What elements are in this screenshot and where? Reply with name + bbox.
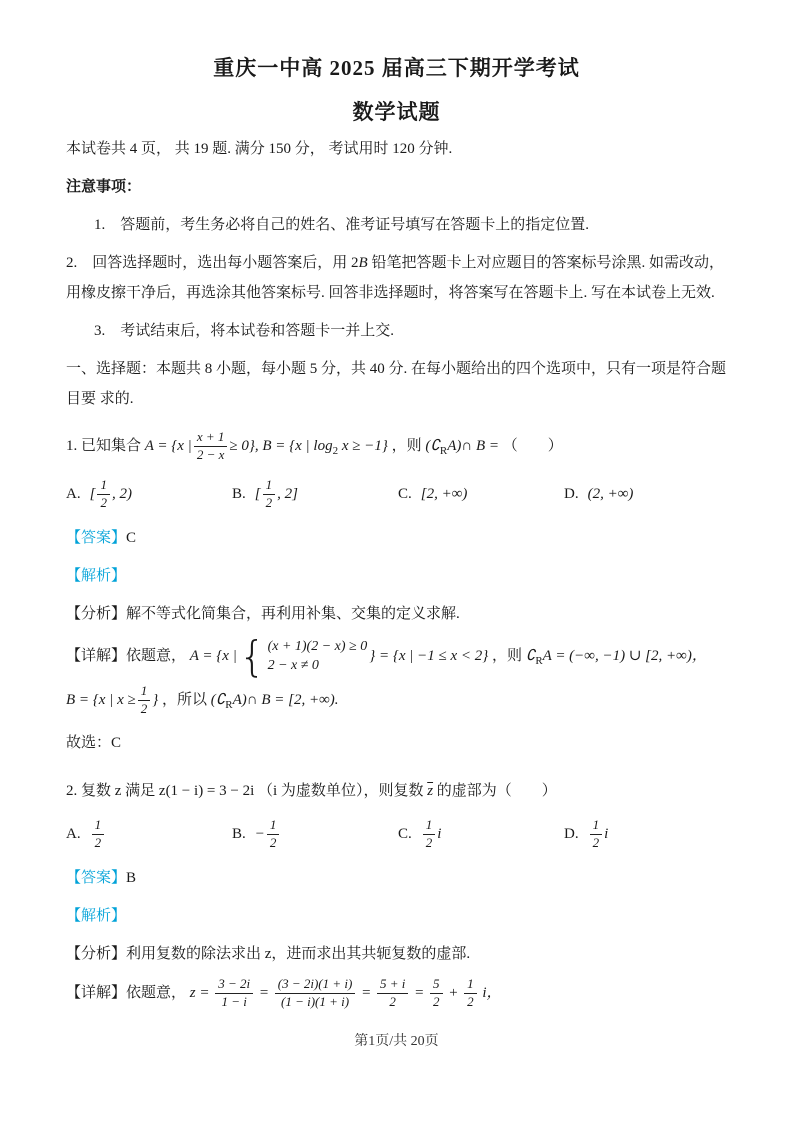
question-2-options xyxy=(66,818,727,851)
fraction xyxy=(267,818,280,851)
q1-xj-text2: ，则 xyxy=(492,647,523,664)
equals-sign: = xyxy=(414,984,425,1001)
option-post: i xyxy=(437,825,442,842)
option-label: A. xyxy=(66,485,81,502)
q1-xj-setA-pre: A = {x | xyxy=(189,647,237,664)
answer-value: B xyxy=(126,869,137,886)
option-pre: [ xyxy=(254,485,261,502)
z-conjugate-symbol: $\overline{z}$ xyxy=(427,782,434,799)
fraction xyxy=(430,977,443,1010)
fraction-numerator: 5 + i xyxy=(377,977,408,994)
q1-lead-text: 1. 已知集合 xyxy=(66,437,142,454)
notice-2-part2: 铅笔把答题卡上对应题目的答案标号涂黑. 如需改动，用橡皮擦干净后，再选涂其他答案标号. 回答非选择题时，将答案写在答题卡上. 写在本试卷上无效. xyxy=(66,255,724,301)
question-1-options xyxy=(66,478,727,511)
q1-fenxi-line xyxy=(66,599,727,629)
option-label: D. xyxy=(564,825,579,842)
option-post: , 2] xyxy=(277,485,298,502)
q1-setA-pre: A = {x | xyxy=(144,437,192,454)
q1-xj-final-expression xyxy=(210,691,339,711)
q1-xj-math1 xyxy=(189,631,489,681)
system-rows xyxy=(268,637,368,676)
fraction-denominator: 2 xyxy=(100,494,107,510)
exam-subtitle: 数学试题 xyxy=(352,100,441,124)
option-value xyxy=(90,818,107,851)
equation-system xyxy=(238,631,368,681)
q1-xiangjie-line1 xyxy=(66,631,727,681)
q1-answer-line xyxy=(66,523,727,553)
fenxi-label: 【分析】 xyxy=(66,605,127,622)
option-label: D. xyxy=(564,485,579,502)
section-one-header: 一、选择题：本题共 8 小题，每小题 5 分，共 40 分. 在每小题给出的四个选项中，只有一项是符合题目要 求的. xyxy=(66,361,727,407)
fraction-denominator: (1 − i)(1 + i) xyxy=(281,993,350,1009)
fraction-numerator: (3 − 2i)(1 + i) xyxy=(275,977,356,994)
fraction-denominator: 2 − x xyxy=(196,446,225,462)
q2-xj-text1: 依题意， xyxy=(126,984,187,1001)
notice-item-1: 1. 答题前，考生务必将自己的姓名、准考证号填写在答题卡上的指定位置. xyxy=(94,217,590,233)
fraction-denominator: 2 xyxy=(269,834,277,850)
fraction-numerator: 1 xyxy=(263,478,276,495)
option-pre: [ xyxy=(89,485,96,502)
fraction-denominator: 2 xyxy=(265,494,273,510)
option-value xyxy=(421,818,442,851)
q1-xj-text1: 依题意， xyxy=(126,647,187,664)
answer-value: C xyxy=(126,529,137,546)
fraction xyxy=(464,977,477,1010)
q2-option-a xyxy=(66,818,232,851)
option-value xyxy=(255,478,298,511)
answer-label: 【答案】 xyxy=(66,869,127,886)
q1-complement-pre: (∁ xyxy=(425,437,440,454)
system-row-2: 2 − x ≠ 0 xyxy=(267,658,319,674)
fraction-numerator: 1 xyxy=(138,684,151,701)
jiexi-label: 【解析】 xyxy=(66,567,127,584)
fraction-numerator: 1 xyxy=(267,818,280,835)
plus-sign: + xyxy=(448,984,459,1001)
q1-set-definitions xyxy=(144,429,388,462)
fraction-denominator: 2 xyxy=(425,834,433,850)
option-label: A. xyxy=(66,825,81,842)
exam-title: 重庆一中高 2025 届高三下期开学考试 xyxy=(213,56,580,80)
q2-xj-z-equals: z = xyxy=(189,984,210,1001)
q1-xj-setB-close: } xyxy=(152,691,159,708)
q1-option-d xyxy=(564,486,633,503)
fraction xyxy=(138,684,151,717)
fraction-denominator: 2 xyxy=(389,993,396,1009)
notice-item-2 xyxy=(66,248,727,308)
xiangjie-label: 【详解】 xyxy=(66,984,127,1001)
q1-then-text: ，则 xyxy=(391,437,422,454)
fraction-numerator: 1 xyxy=(464,977,477,994)
q1-log-base: 2 xyxy=(332,444,339,457)
q1-xj-complement-result xyxy=(525,647,707,667)
option-value xyxy=(255,818,282,851)
fraction xyxy=(275,977,356,1010)
q1-xj-setA-result: } = {x | −1 ≤ x < 2} xyxy=(369,647,489,664)
fraction-numerator: x + 1 xyxy=(194,430,228,447)
fraction-denominator: 2 xyxy=(433,993,440,1009)
fraction xyxy=(423,818,436,851)
q2-stem-text1: 2. 复数 z 满足 z(1 − i) = 3 − 2i （i 为虚数单位），则复数 xyxy=(66,782,428,799)
complement-result: A = (−∞, −1) ∪ [2, +∞)， xyxy=(542,647,707,664)
fraction xyxy=(377,977,408,1010)
fraction-denominator: 2 xyxy=(140,700,148,716)
fraction xyxy=(97,478,110,511)
jiexi-label: 【解析】 xyxy=(66,907,127,924)
notice-2-part1: 2. 回答选择题时，选出每小题答案后，用 2 xyxy=(66,255,359,271)
q1-setA-post: ≥ 0}, B = {x | log xyxy=(229,437,333,454)
fraction xyxy=(92,818,105,851)
q2-jiexi-line xyxy=(66,901,727,931)
q2-option-c xyxy=(398,818,564,851)
q2-fenxi-line xyxy=(66,939,727,969)
system-row-1: (x + 1)(2 − x) ≥ 0 xyxy=(267,638,368,654)
q2-xiangjie-line xyxy=(66,977,727,1010)
complement-symbol: ∁ xyxy=(525,647,536,664)
fenxi-text: 解不等式化简集合，再利用补集、交集的定义求解. xyxy=(126,605,460,622)
left-brace: { xyxy=(238,631,266,681)
option-label: B. xyxy=(232,485,246,502)
q1-xj-setB xyxy=(66,682,159,716)
final-post: A)∩ B = [2, +∞). xyxy=(232,691,339,708)
exam-intro: 本试卷共 4 页， 共 19 题. 满分 150 分， 考试用时 120 分钟. xyxy=(66,141,453,157)
q1-setB-post: x ≥ −1} xyxy=(338,437,388,454)
option-post: i xyxy=(604,825,609,842)
q1-target-expression xyxy=(425,437,500,457)
q1-option-a xyxy=(66,478,232,511)
xiangjie-label: 【详解】 xyxy=(66,647,127,664)
q2-stem-text2: 的虚部为（ ） xyxy=(433,782,557,799)
option-label: B. xyxy=(232,825,246,842)
q1-answer-blank: （ ） xyxy=(502,437,563,454)
fraction-numerator: 1 xyxy=(423,818,436,835)
q2-answer-line xyxy=(66,863,727,893)
q1-xj-text3: ，所以 xyxy=(161,691,207,708)
fraction xyxy=(590,818,603,851)
fraction-numerator: 1 xyxy=(590,818,603,835)
q2-option-d xyxy=(564,818,608,851)
notice-item-3: 3. 考试结束后，将本试卷和答题卡一并上交. xyxy=(94,323,395,339)
option-label: C. xyxy=(398,825,412,842)
option-value: (2, +∞) xyxy=(587,485,634,502)
q1-complement-sub: R xyxy=(439,444,448,457)
q1-conclusion: 故选：C xyxy=(66,734,122,751)
q1-option-c xyxy=(398,486,564,503)
q1-jiexi-line xyxy=(66,561,727,591)
fenxi-label: 【分析】 xyxy=(66,945,127,962)
option-label: C. xyxy=(398,485,412,502)
fraction-denominator: 1 − i xyxy=(221,993,247,1009)
option-value: [2, +∞) xyxy=(420,485,468,502)
fraction-numerator: 1 xyxy=(97,478,110,495)
q1-xiangjie-line2 xyxy=(66,684,727,720)
fraction xyxy=(215,977,253,1010)
q1-option-b xyxy=(232,478,398,511)
equals-sign: = xyxy=(258,984,270,1001)
q1-xj-setB-pre: B = {x | x ≥ xyxy=(66,691,136,708)
option-pre: − xyxy=(254,825,265,842)
page-footer: 第1页/共 20页 xyxy=(354,1034,439,1049)
fraction xyxy=(263,478,276,511)
answer-label: 【答案】 xyxy=(66,529,127,546)
option-value xyxy=(588,818,609,851)
q1-stem-fraction xyxy=(194,430,228,463)
q2-xj-derivation xyxy=(189,975,502,1009)
final-pre: (∁ xyxy=(210,691,226,708)
q1-complement-post: A)∩ B = xyxy=(447,437,500,454)
fraction-numerator: 5 xyxy=(430,977,443,994)
q2-xj-tail: i， xyxy=(482,984,502,1001)
fraction-numerator: 3 − 2i xyxy=(215,977,253,994)
option-value xyxy=(90,478,132,511)
question-2-stem xyxy=(66,776,727,806)
final-sub: R xyxy=(225,698,233,711)
question-1-stem xyxy=(66,430,727,466)
fraction-denominator: 2 xyxy=(94,834,102,850)
fraction-denominator: 2 xyxy=(592,834,600,850)
notice-2-pencil-grade: B xyxy=(358,255,368,271)
notice-heading: 注意事项： xyxy=(66,179,142,195)
fraction-denominator: 2 xyxy=(467,993,474,1009)
fenxi-text: 利用复数的除法求出 z，进而求出其共轭复数的虚部. xyxy=(126,945,471,962)
equals-sign: = xyxy=(361,984,372,1001)
complement-sub: R xyxy=(535,654,543,667)
option-post: , 2) xyxy=(111,485,132,502)
fraction-numerator: 1 xyxy=(92,818,105,835)
q2-option-b xyxy=(232,818,398,851)
